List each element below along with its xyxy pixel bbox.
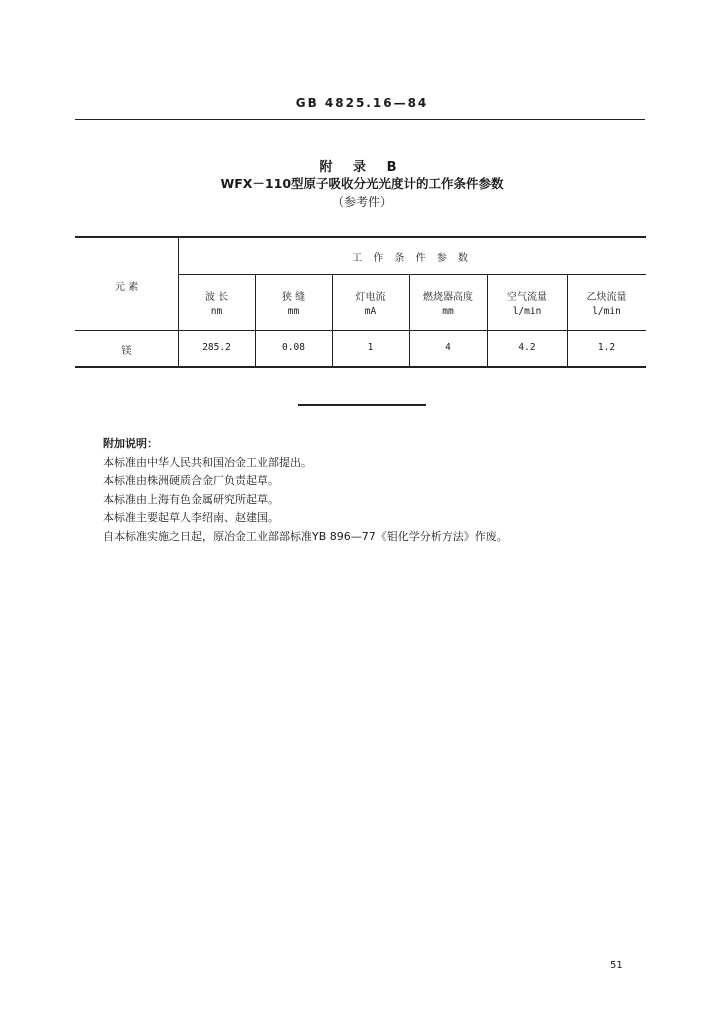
column-unit: mm <box>287 306 300 317</box>
table-cell: 4.2 <box>518 342 536 353</box>
column-unit: nm <box>210 306 223 317</box>
standard-code: GB 4825.16—84 <box>295 96 429 110</box>
header-body-rule <box>75 330 646 331</box>
column-header: 空气流量 <box>507 292 547 303</box>
note-line: 本标准由株洲硬质合金厂负责起草。 <box>103 474 279 487</box>
table-cell: 285.2 <box>202 342 231 353</box>
column-unit: l/min <box>512 306 542 317</box>
additional-notes <box>103 435 663 546</box>
column-unit: mm <box>442 306 454 317</box>
section-end-rule <box>298 404 426 406</box>
note-line: 本标准主要起草人李绍南、赵建国。 <box>103 511 279 524</box>
table-cell: 1 <box>367 342 374 353</box>
group-header-rule <box>178 274 646 275</box>
header-rule <box>75 119 645 120</box>
appendix-note: （参考件） <box>331 195 392 209</box>
page-number: 51 <box>610 960 623 971</box>
table-top-rule <box>75 236 646 238</box>
table-row-element: 镁 <box>121 346 132 357</box>
appendix-subtitle: WFX－110型原子吸收分光光度计的工作条件参数 <box>220 176 504 191</box>
note-line: 自本标准实施之日起，原冶金工业部部标准YB 896—77《钼化学分析方法》作废。 <box>103 529 508 543</box>
column-header: 波 长 <box>204 292 229 303</box>
column-unit: l/min <box>592 306 621 317</box>
column-header: 乙炔流量 <box>586 292 627 303</box>
column-header: 灯电流 <box>355 292 386 303</box>
additional-notes-heading: 附加说明： <box>103 437 158 450</box>
table-cell: 4 <box>445 342 451 353</box>
note-line: 本标准由中华人民共和国冶金工业部提出。 <box>103 455 312 469</box>
column-header: 燃烧器高度 <box>423 292 473 303</box>
table-cell: 0.08 <box>282 342 305 353</box>
column-header: 狭 缝 <box>281 292 306 303</box>
table-bottom-rule <box>75 366 646 368</box>
parameters-table <box>75 236 646 367</box>
appendix-title: 附 录 B <box>319 160 405 175</box>
element-header: 元 素 <box>114 282 139 293</box>
note-line: 本标准由上海有色金属研究所起草。 <box>103 492 279 506</box>
group-header: 工 作 条 件 参 数 <box>352 253 472 264</box>
column-unit: mA <box>364 306 377 317</box>
table-cell: 1.2 <box>597 342 616 353</box>
